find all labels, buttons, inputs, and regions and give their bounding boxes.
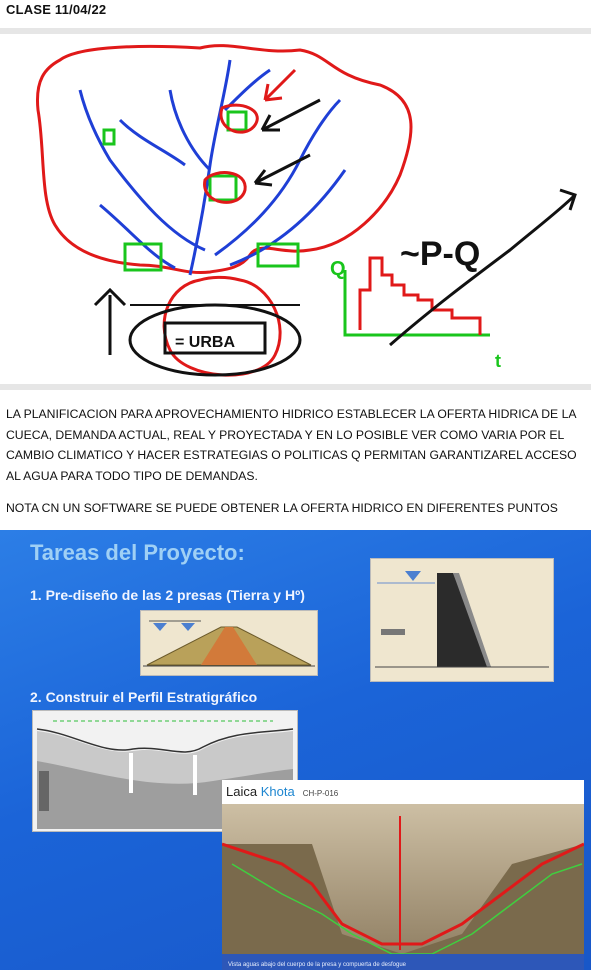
concrete-dam-diagram bbox=[370, 558, 554, 682]
task-2: 2. Construir el Perfil Estratigráfico bbox=[30, 689, 258, 705]
photo-code: CH-P-016 bbox=[302, 789, 339, 798]
dam-site-photo bbox=[222, 780, 584, 970]
presentation-slide bbox=[0, 530, 591, 970]
photo-caption: Vista aguas abajo del cuerpo de la presa y compuerta de desfogue bbox=[228, 962, 407, 968]
axis-t-label: t bbox=[495, 351, 501, 371]
river-network bbox=[80, 60, 345, 275]
hand-drawn-sketch bbox=[0, 22, 591, 392]
basin-outline bbox=[37, 46, 411, 273]
outlet-loop bbox=[164, 277, 280, 375]
earth-dam-drawing bbox=[141, 611, 317, 675]
valley-photo bbox=[222, 804, 584, 970]
earth-dam-diagram bbox=[140, 610, 318, 676]
sketch-canvas bbox=[0, 22, 591, 392]
slide-title: Tareas del Proyecto: bbox=[30, 540, 245, 565]
formula-label: ~P-Q bbox=[400, 235, 481, 273]
valley-drawing bbox=[222, 804, 584, 970]
red-arrow bbox=[265, 70, 295, 100]
notes-paragraph-note: NOTA CN UN SOFTWARE SE PUEDE OBTENER LA OFERTA HIDRICO EN DIFERENTES PUNTOS bbox=[6, 501, 558, 515]
urban-label: = URBA bbox=[175, 334, 236, 351]
photo-title-a: Laica bbox=[226, 784, 261, 799]
concrete-dam-drawing bbox=[371, 559, 553, 681]
page-title: CLASE 11/04/22 bbox=[6, 2, 107, 17]
axis-q-label: Q bbox=[330, 258, 346, 280]
divider-bottom bbox=[0, 384, 591, 390]
photo-title-b: Khota bbox=[260, 784, 295, 799]
photo-title bbox=[226, 784, 338, 799]
notes-paragraph: LA PLANIFICACION PARA APROVECHAMIENTO HIDRICO ESTABLECER LA OFERTA HIDRICA DE LA CUECA, DEMANDA ACTUAL, REAL Y PROYECTADA Y EN LO POSIBLE VER COMO VARIA POR EL CAMBIO CLIMATICO Y HACER ESTRATEGIAS O POLITICAS Q PERMITAN GARANTIZAREL ACCESO AL AGUA PARA TODO TIPO DE DEMANDAS. bbox=[6, 407, 577, 483]
up-arrow bbox=[95, 290, 125, 355]
task-1: 1. Pre-diseño de las 2 presas (Tierra y Hº) bbox=[30, 587, 305, 603]
